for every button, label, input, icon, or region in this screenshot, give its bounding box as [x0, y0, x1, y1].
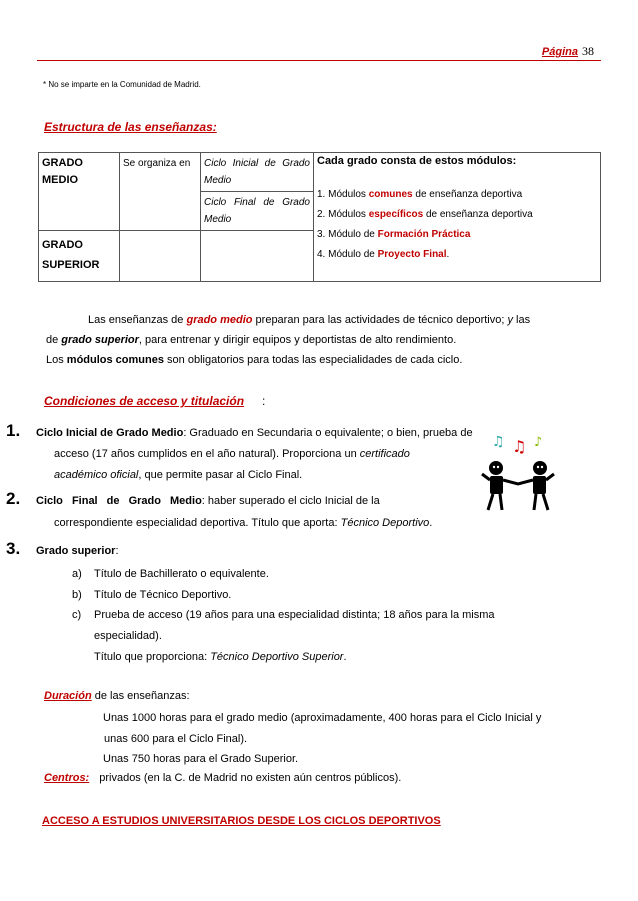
cell-grado-medio: GRADO MEDIO [39, 153, 120, 231]
duration-line: Duración de las enseñanzas: [44, 690, 190, 702]
dancer-head-icon [533, 461, 547, 475]
university-access-title: ACCESO A ESTUDIOS UNIVERSITARIOS DESDE LOS CICLOS DEPORTIVOS [42, 815, 441, 827]
sub-item-c-cont: especialidad). [94, 630, 162, 642]
cell-modules [314, 153, 601, 282]
intro-paragraph: Las enseñanzas de grado medio preparan para las actividades de técnico deportivo; y las de grado superior, para entrenar y dirigir equipos y deportistas de alto rendimiento. Los módulos comunes son obligatorios para todas las especialidades de cada ciclo. [46, 314, 531, 366]
structure-table [38, 152, 601, 282]
music-dancers-illustration [478, 434, 558, 514]
duration-bullet-1: Unas 1000 horas para el grado medio (aproximadamente, 400 horas para el Ciclo Inicial y [103, 712, 542, 724]
music-note-icon: ♫ [512, 437, 527, 456]
cell-empty-1 [120, 231, 201, 282]
sub-item-c: c) Prueba de acceso (19 años para una especialidad distinta; 18 años para la misma [72, 609, 495, 621]
conditions-title: Condiciones de acceso y titulación [44, 394, 245, 408]
sub-item-a: a) Título de Bachillerato o equivalente. [72, 568, 269, 580]
module-2: 2. Módulos específicos de enseñanza deportiva [317, 209, 533, 220]
conditions-colon: : [262, 394, 266, 408]
item-1-line1: Ciclo Inicial de Grado Medio: Graduado en Secundaria o equivalente; o bien, prueba de [36, 427, 473, 439]
item-1-number: 1. [6, 421, 21, 440]
item-3-number: 3. [6, 539, 21, 558]
module-4: 4. Módulo de Proyecto Final. [317, 249, 450, 260]
item-2-line2: correspondiente especialidad deportiva. Título que aporta: Técnico Deportivo. [54, 517, 433, 529]
page-label: Página [541, 46, 578, 58]
item-1-line3: académico oficial, que permite pasar al Ciclo Final. [54, 469, 303, 481]
structure-title: Estructura de las enseñanzas: [44, 120, 217, 134]
module-1: 1. Módulos comunes de enseñanza deportiva [317, 189, 523, 200]
item-3-line1: Grado superior: [36, 545, 119, 557]
footnote: * No se imparte en la Comunidad de Madrid. [43, 80, 201, 89]
cell-grado-superior: GRADO SUPERIOR [39, 231, 120, 282]
page-number: 38 [582, 44, 594, 58]
sub-item-b: b) Título de Técnico Deportivo. [72, 589, 232, 601]
header-rule [37, 60, 601, 61]
music-note-icon: ♪ [534, 435, 543, 450]
dancer-head-icon [489, 461, 503, 475]
page-header [542, 44, 594, 59]
cell-ciclo-inicial: Ciclo Inicial de Grado Medio [201, 153, 314, 192]
centers-line: Centros: privados (en la C. de Madrid no existen aún centros públicos). [44, 772, 402, 784]
cell-se-organiza: Se organiza en [120, 153, 201, 231]
cell-ciclo-final: Ciclo Final de Grado Medio [201, 192, 314, 231]
cell-empty-2 [201, 231, 314, 282]
item-2-line1: Ciclo Final de Grado Medio: haber superado el ciclo Inicial de la [36, 495, 380, 507]
sub-item-c-title: Título que proporciona: Técnico Deportivo Superior. [94, 651, 347, 663]
item-1-line2: acceso (17 años cumplidos en el año natural). Proporciona un certificado [54, 448, 410, 460]
modules-head: Cada grado consta de estos módulos: [317, 155, 517, 167]
duration-bullet-1-cont: unas 600 para el Ciclo Final). [104, 733, 248, 745]
item-2-number: 2. [6, 489, 21, 508]
module-3: 3. Módulo de Formación Práctica [317, 229, 471, 240]
music-note-icon: ♫ [492, 434, 505, 450]
duration-bullet-2: Unas 750 horas para el Grado Superior. [103, 753, 299, 765]
